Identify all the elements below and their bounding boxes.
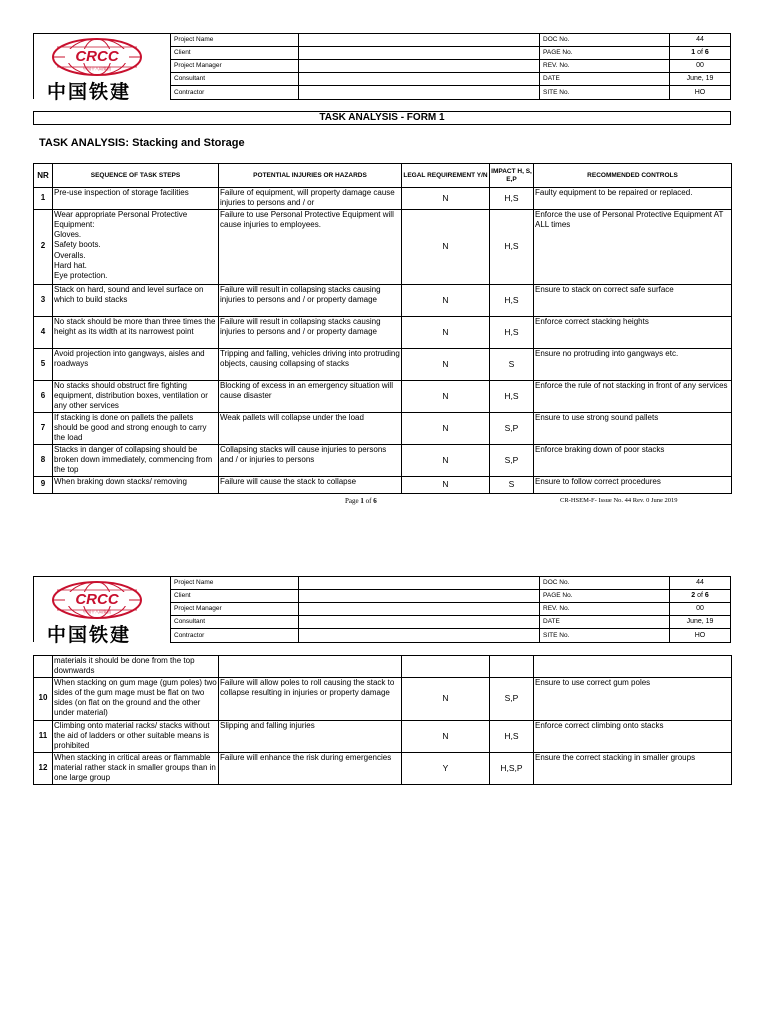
task-step-cell: Stack on hard, sound and level surface on which to build stacks (53, 284, 219, 316)
control-cell: Ensure to use strong sound pallets (534, 412, 732, 444)
svg-text:中国十八局集团: 中国十八局集团 (83, 66, 111, 71)
impact-cell: H,S (490, 188, 534, 210)
header-info-table: Project Name DOC No. 44 Client PAGE No. 1 of 6 Project Manager REV. No. 00 Consultant DATE June, 19 Contractor SITE No. HO (170, 33, 731, 100)
control-cell: Ensure no protruding into gangways etc. (534, 348, 732, 380)
impact-cell: S,P (490, 677, 534, 720)
legal-requirement-cell: N (402, 380, 490, 412)
task-step-cell: Pre-use inspection of storage facilities (53, 188, 219, 210)
row-number: 9 (34, 476, 53, 493)
col-header-impact: IMPACT H, S, E,P (490, 164, 534, 188)
task-step-cell: Climbing onto material racks/ stacks without the aid of ladders or other suitable means is prohibited (53, 720, 219, 752)
legal-requirement-cell: N (402, 444, 490, 476)
control-cell: Ensure the correct stacking in smaller groups (534, 752, 732, 784)
legal-requirement-cell: N (402, 209, 490, 284)
row-number: 5 (34, 348, 53, 380)
page-footer-number: Page 1 of 6 (345, 497, 377, 505)
logo-chinese-text: 中国铁建 (47, 81, 132, 103)
table-row (34, 656, 732, 678)
table-row (34, 316, 732, 348)
table-row (34, 209, 732, 284)
task-step-cell: No stacks should obstruct fire fighting equipment, distribution boxes, ventilation or any other services (53, 380, 219, 412)
col-header-nr: NR (34, 164, 53, 188)
row-number: 11 (34, 720, 53, 752)
control-cell: Ensure to follow correct procedures (534, 476, 732, 493)
impact-cell: S,P (490, 444, 534, 476)
logo-chinese-text: 中国铁建 (47, 624, 132, 646)
task-step-cell: Wear appropriate Personal Protective Equipment: Gloves. Safety boots. Overalls. Hard hat. Eye protection. (53, 209, 219, 284)
table-row (34, 348, 732, 380)
row-number: 7 (34, 412, 53, 444)
control-cell: Enforce correct stacking heights (534, 316, 732, 348)
impact-cell: H,S,P (490, 752, 534, 784)
hazard-cell: Slipping and falling injuries (219, 720, 402, 752)
impact-cell: S (490, 476, 534, 493)
table-row (34, 720, 732, 752)
impact-cell: H,S (490, 720, 534, 752)
col-header-controls: RECOMMENDED CONTROLS (534, 164, 732, 188)
hazard-cell: Failure will enhance the risk during emergencies (219, 752, 402, 784)
hazard-cell: Tripping and falling, vehicles driving into protruding objects, causing collapsing of stacks (219, 348, 402, 380)
task-step-cell: Stacks in danger of collapsing should be broken down immediately, commencing from the top (53, 444, 219, 476)
legal-requirement-cell: N (402, 476, 490, 493)
impact-cell: H,S (490, 316, 534, 348)
legal-requirement-cell: N (402, 188, 490, 210)
col-header-sequence: SEQUENCE OF TASK STEPS (53, 164, 219, 188)
legal-requirement-cell: N (402, 720, 490, 752)
row-number: 3 (34, 284, 53, 316)
table-row (34, 284, 732, 316)
hazard-cell: Failure will cause the stack to collapse (219, 476, 402, 493)
row-number: 1 (34, 188, 53, 210)
row-number: 6 (34, 380, 53, 412)
row-number (34, 656, 53, 678)
table-row (34, 380, 732, 412)
impact-cell: H,S (490, 209, 534, 284)
legal-requirement-cell: N (402, 677, 490, 720)
crcc-globe-icon (51, 37, 143, 77)
hazard-cell: Weak pallets will collapse under the load (219, 412, 402, 444)
table-row (34, 444, 732, 476)
control-cell: Enforce the use of Personal Protective Equipment AT ALL times (534, 209, 732, 284)
legal-requirement-cell: N (402, 316, 490, 348)
control-cell: Enforce braking down of poor stacks (534, 444, 732, 476)
impact-cell: H,S (490, 380, 534, 412)
legal-requirement-cell: N (402, 412, 490, 444)
control-cell: Enforce correct climbing onto stacks (534, 720, 732, 752)
legal-requirement-cell (402, 656, 490, 678)
svg-text:CRCC: CRCC (75, 591, 119, 608)
table-row (34, 188, 732, 210)
page-2 (0, 540, 768, 1024)
control-cell: Ensure to stack on correct safe surface (534, 284, 732, 316)
table-row (34, 752, 732, 784)
company-logo (33, 33, 170, 103)
table-row (34, 677, 732, 720)
hazard-cell: Failure of equipment, will property damage cause injuries to persons and / or (219, 188, 402, 210)
legal-requirement-cell: Y (402, 752, 490, 784)
task-step-cell: materials it should be done from the top downwards (53, 656, 219, 678)
page-footer-docref: CR-HSEM-F- Issue No. 44 Rev. 0 June 2019 (560, 497, 678, 504)
task-analysis-table-continued (33, 655, 732, 785)
hazard-cell: Failure will result in collapsing stacks causing injuries to persons and / or property damage (219, 284, 402, 316)
row-number: 2 (34, 209, 53, 284)
row-number: 8 (34, 444, 53, 476)
control-cell: Enforce the rule of not stacking in front of any services (534, 380, 732, 412)
control-cell: Faulty equipment to be repaired or replaced. (534, 188, 732, 210)
svg-text:中国十八局集团: 中国十八局集团 (83, 609, 111, 614)
hazard-cell (219, 656, 402, 678)
form-title: TASK ANALYSIS - FORM 1 (33, 111, 731, 125)
crcc-globe-icon (51, 580, 143, 620)
impact-cell: S,P (490, 412, 534, 444)
control-cell (534, 656, 732, 678)
row-number: 12 (34, 752, 53, 784)
table-row (34, 476, 732, 493)
impact-cell (490, 656, 534, 678)
row-number: 10 (34, 677, 53, 720)
task-step-cell: Avoid projection into gangways, aisles and roadways (53, 348, 219, 380)
control-cell: Ensure to use correct gum poles (534, 677, 732, 720)
hazard-cell: Collapsing stacks will cause injuries to persons and / or injuries to persons (219, 444, 402, 476)
document-header (33, 33, 731, 103)
hazard-cell: Failure will allow poles to roll causing the stack to collapse resulting in injuries or property damage (219, 677, 402, 720)
impact-cell: S (490, 348, 534, 380)
svg-text:CRCC: CRCC (75, 48, 119, 65)
task-step-cell: When stacking on gum mage (gum poles) two sides of the gum mage must be flat on two sides (on flat on the ground and the other under material) (53, 677, 219, 720)
hazard-cell: Failure will result in collapsing stacks causing injuries to persons and / or property damage (219, 316, 402, 348)
task-step-cell: If stacking is done on pallets the pallets should be good and strong enough to carry the load (53, 412, 219, 444)
hazard-cell: Blocking of excess in an emergency situation will cause disaster (219, 380, 402, 412)
task-analysis-table (33, 163, 732, 494)
document-header (33, 576, 731, 646)
impact-cell: H,S (490, 284, 534, 316)
page-number: 1 of 6 (670, 47, 731, 60)
task-step-cell: When braking down stacks/ removing (53, 476, 219, 493)
legal-requirement-cell: N (402, 348, 490, 380)
legal-requirement-cell: N (402, 284, 490, 316)
task-analysis-subtitle: TASK ANALYSIS: Stacking and Storage (39, 137, 245, 149)
company-logo (33, 576, 170, 646)
col-header-legal: LEGAL REQUIREMENT Y/N (402, 164, 490, 188)
table-row (34, 412, 732, 444)
header-info-table: Project Name DOC No. 44 Client PAGE No. 2 of 6 Project Manager REV. No. 00 Consultant DATE June, 19 Contractor SITE No. HO (170, 576, 731, 643)
page-number: 2 of 6 (670, 590, 731, 603)
task-step-cell: When stacking in critical areas or flammable material rather stack in smaller groups than in one large group (53, 752, 219, 784)
hazard-cell: Failure to use Personal Protective Equipment will cause injuries to employees. (219, 209, 402, 284)
col-header-hazards: POTENTIAL INJURIES OR HAZARDS (219, 164, 402, 188)
row-number: 4 (34, 316, 53, 348)
task-step-cell: No stack should be more than three times the height as its width at its narrowest point (53, 316, 219, 348)
